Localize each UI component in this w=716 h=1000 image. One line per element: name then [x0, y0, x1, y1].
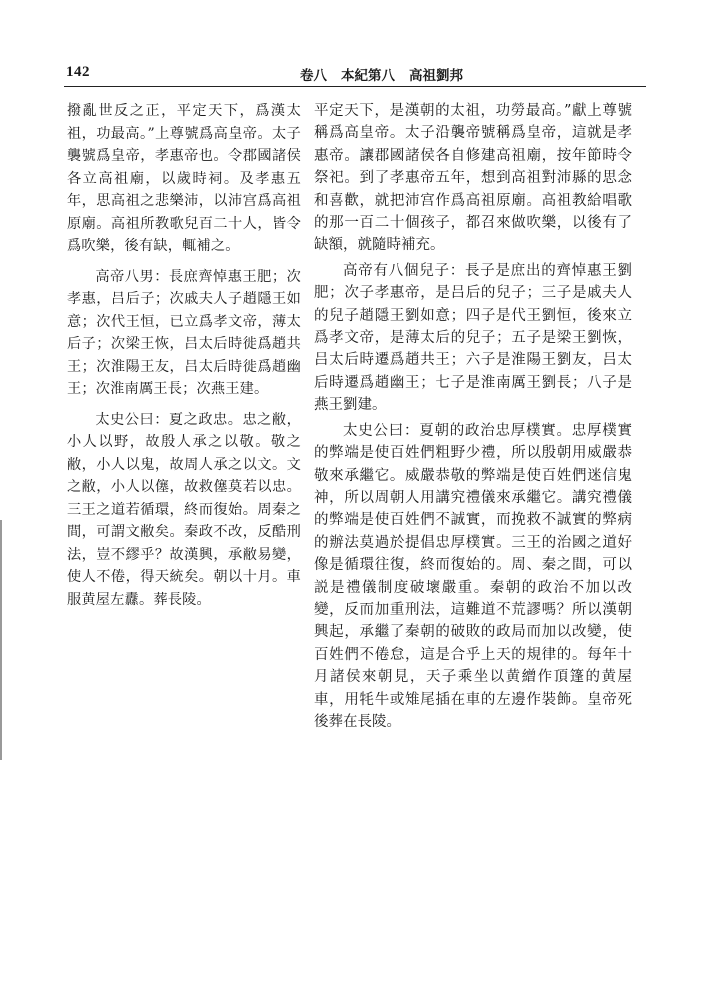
translation-paragraph: 太史公曰：夏朝的政治忠厚樸實。忠厚樸實的弊端是使百姓們粗野少禮，所以殷朝用威嚴恭敬來承繼它。威嚴恭敬的弊端是使百姓們迷信鬼神，所以周朝人用講究禮儀來承繼它。講究禮儀的弊端是使百姓們不誠實，而挽救不誠實的弊病的辦法莫過於提倡忠厚樸實。三王的治國之道好像是循環往復，終而復始的。周、秦之間，可以説是禮儀制度破壞嚴重。秦朝的政治不加以改變，反而加重刑法，這難道不荒謬嗎？所以漢朝興起，承繼了秦朝的破敗的政局而加以改變，使百姓們不倦怠，這是合乎上天的規律的。每年十月諸侯來朝見，天子乘坐以黄繒作頂篷的黄屋車，用牦牛或雉尾插在車的左邊作裝飾。皇帝死後葬在長陵。 [314, 422, 632, 730]
volume-label: 卷八 [300, 68, 327, 84]
section-title: 高祖劉邦 [409, 68, 463, 84]
classical-text-column [67, 100, 301, 611]
classical-paragraph: 太史公曰：夏之政忠。忠之敝，小人以野，故殷人承之以敬。敬之敝，小人以鬼，故周人承之以文。文之敝，小人以僿，故救僿莫若以忠。三王之道若循環，終而復始。周秦之間，可謂文敝矣。秦政不改，反酷刑法，豈不繆乎？故漢興，承敝易變，使人不倦，得天統矣。朝以十月。車服黄屋左纛。葬長陵。 [67, 411, 301, 608]
classical-paragraph: 高帝八男：長庶齊悼惠王肥；次孝惠，吕后子；次戚夫人子趙隱王如意；次代王恒，已立爲孝文帝，薄太后子；次梁王恢，吕太后時徙爲趙共王；次淮陽王友，吕太后時徙爲趙幽王；次淮南厲王長；次燕王建。 [67, 268, 301, 397]
translation-paragraph: 平定天下，是漢朝的太祖，功勞最高。”獻上尊號稱爲高皇帝。太子沿襲帝號稱爲皇帝，這就是孝惠帝。讓郡國諸侯各自修建高祖廟，按年節時令祭祀。到了孝惠帝五年，想到高祖對沛縣的思念和喜歡，就把沛宫作爲高祖原廟。高祖教給唱歌的那一百二十個孩子，都召來做吹樂，以後有了缺額，就隨時補充。 [314, 103, 632, 254]
binding-edge-mark [0, 520, 2, 760]
page-number: 142 [66, 64, 90, 80]
translation-column [314, 100, 632, 733]
chapter-label: 本紀第八 [341, 68, 395, 84]
page-header [64, 58, 646, 84]
classical-paragraph: 撥亂世反之正，平定天下，爲漢太祖，功最高。”上尊號爲高皇帝。太子襲號爲皇帝，孝惠帝也。令郡國諸侯各立高祖廟，以歲時祠。及孝惠五年，思高祖之悲樂沛，以沛宫爲高祖原廟。高祖所教歌兒百二十人，皆令爲吹樂，後有缺，輒補之。 [67, 103, 301, 254]
translation-paragraph: 高帝有八個兒子：長子是庶出的齊悼惠王劉肥；次子孝惠帝，是吕后的兒子；三子是戚夫人的兒子趙隱王劉如意；四子是代王劉恒，後來立爲孝文帝，是薄太后的兒子；五子是梁王劉恢，吕太后時遷爲趙共王；六子是淮陽王劉友，吕太后時遷爲趙幽王；七子是淮南厲王劉長；八子是燕王劉建。 [314, 262, 632, 414]
running-head [300, 64, 477, 84]
header-divider [64, 86, 646, 87]
